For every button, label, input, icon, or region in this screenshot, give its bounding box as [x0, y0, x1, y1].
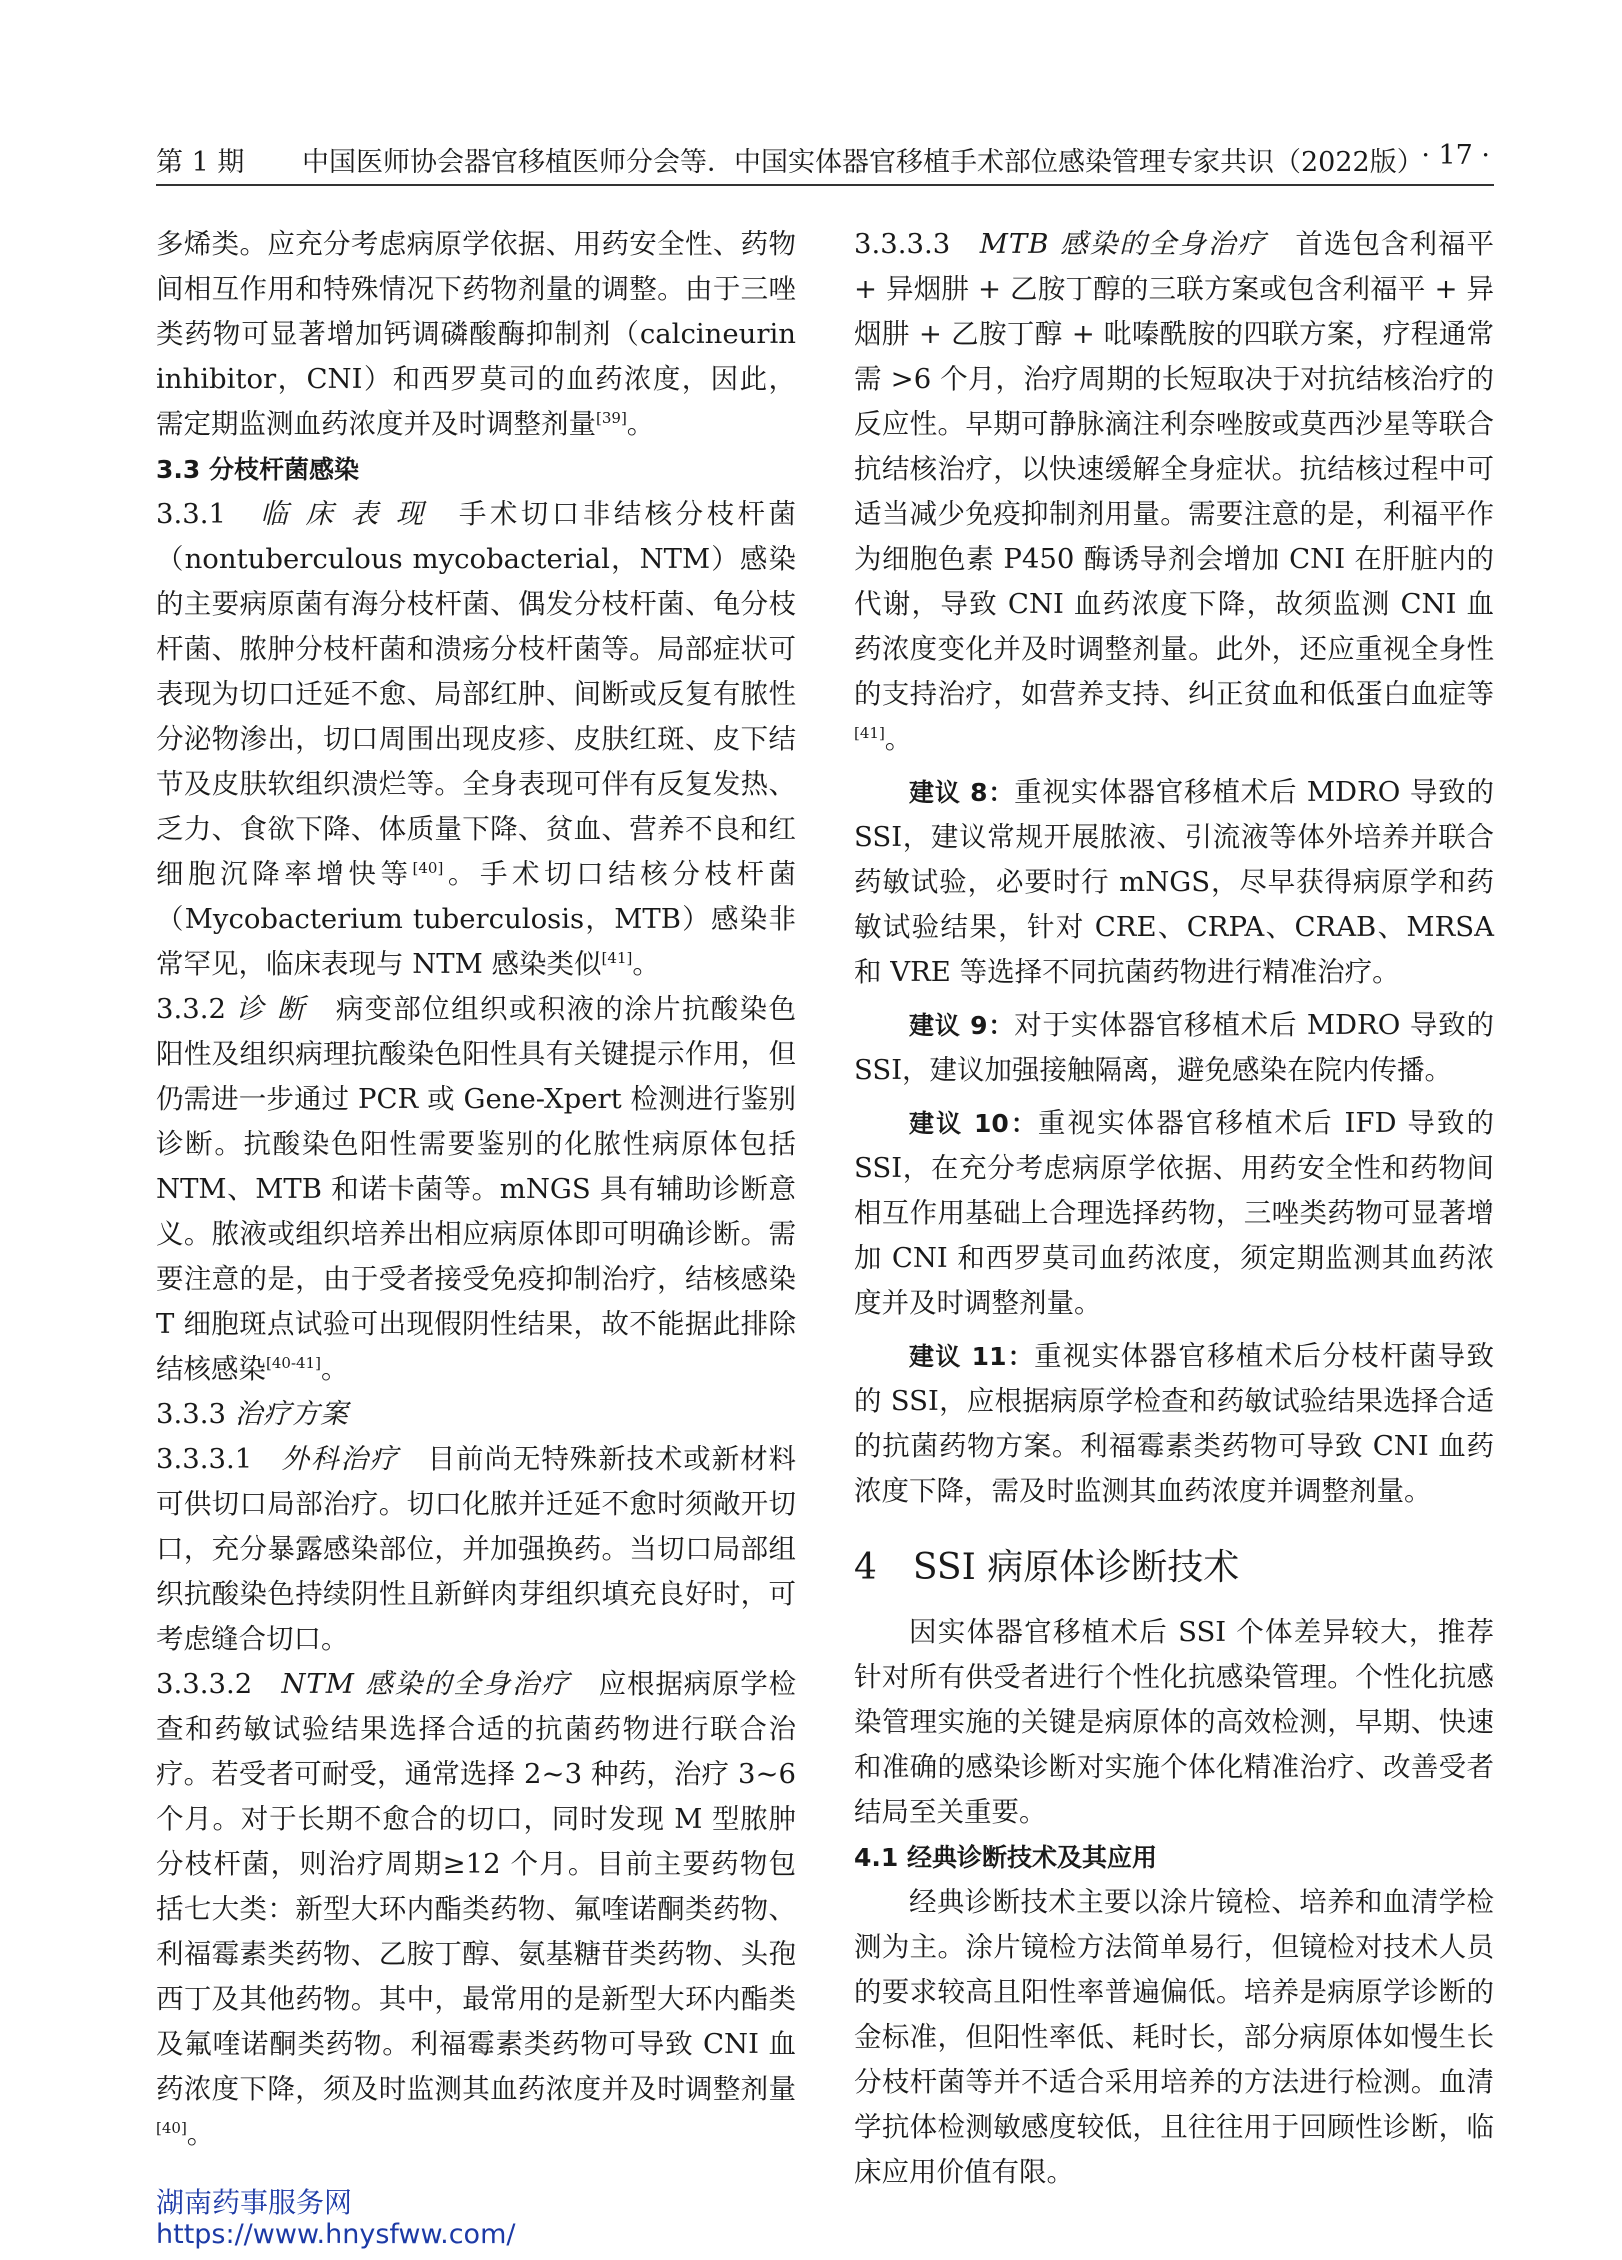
running-title: 中国医师协会器官移植医师分会等．中国实体器官移植手术部位感染管理专家共识（2022版） [302, 147, 1424, 178]
subsection-heading-3-3-3: 3.3.3 治疗方案 [156, 1398, 349, 1430]
watermark-footer [156, 2186, 515, 2250]
paragraph: 3.3.2 诊 断 病变部位组织或积液的涂片抗酸染色阳性及组织病理抗酸染色阳性具有关键提示作用，但仍需进一步通过 PCR 或 Gene-Xpert 检测进行鉴别诊断。抗酸染色阳性需要鉴别的化脓性病原体包括 NTM、MTB 和诺卡菌等。mNGS 具有辅助诊断意义。脓液或组织培养出相应病原体即可明确诊断。需要注意的是，由于受者接受免疫抑制治疗，结核感染 T 细胞斑点试验可出现假阴性结果，故不能据此排除结核感染[40-41]。 [156, 993, 796, 1385]
paragraph: 3.3.3.2 NTM 感染的全身治疗 应根据病原学检查和药敏试验结果选择合适的抗菌药物进行联合治疗。若受者可耐受，通常选择 2~3 种药，治疗 3~6 个月。对于长期不愈合的切口，同时发现 M 型脓肿分枝杆菌，则治疗周期≥12 个月。目前主要药物包括七大类：新型大环内酯类药物、氟喹诺酮类药物、利福霉素类药物、乙胺丁醇、氨基糖苷类药物、头孢西丁及其他药物。其中，最常用的是新型大环内酯类及氟喹诺酮类药物。利福霉素类药物可导致 CNI 血药浓度下降，须及时监测其血药浓度并及时调整剂量[40]。 [156, 1668, 797, 2150]
paragraph: 3.3.3.1 外科治疗 目前尚无特殊新技术或新材料可供切口局部治疗。切口化脓并迁延不愈时须敞开切口，充分暴露感染部位，并加强换药。当切口局部组织抗酸染色持续阴性且新鲜肉芽组织填充良好时，可考虑缝合切口。 [156, 1443, 797, 1655]
recommendation-10: 建议 10：重视实体器官移植术后 IFD 导致的 SSI，在充分考虑病原学依据、用药安全性和药物间相互作用基础上合理选择药物，三唑类药物可显著增加 CNI 和西罗莫司血药浓度，须定期监测其血药浓度并及时调整剂量。 [854, 1107, 1494, 1319]
running-header [156, 132, 1494, 186]
citation: [41] [854, 723, 885, 742]
paragraph: 经典诊断技术主要以涂片镜检、培养和血清学检测为主。涂片镜检方法简单易行，但镜检对技术人员的要求较高且阳性率普遍偏低。培养是病原学诊断的金标准，但阳性率低、耗时长，部分病原体如慢生长分枝杆菌等并不适合采用培养的方法进行检测。血清学抗体检测敏感度较低，且往往用于回顾性诊断，临床应用价值有限。 [854, 1886, 1494, 2188]
citation: [40] [412, 858, 444, 877]
left-column [156, 222, 796, 2157]
right-column [854, 222, 1494, 2195]
paragraph: 多烯类。应充分考虑病原学依据、用药安全性、药物间相互作用和特殊情况下药物剂量的调整。由于三唑类药物可显著增加钙调磷酸酶抑制剂（calcineurin inhibitor，CNI）和西罗莫司的血药浓度，因此，需定期监测血药浓度并及时调整剂量[39]。 [156, 228, 796, 440]
issue-number: 第 1 期 [156, 147, 245, 178]
subsection-title: NTM 感染的全身治疗 [281, 1668, 571, 1700]
citation: [40] [156, 2118, 187, 2137]
subsection-title: 外科治疗 [281, 1443, 400, 1475]
recommendation-8: 建议 8：重视实体器官移植术后 MDRO 导致的 SSI，建议常规开展脓液、引流液等体外培养并联合药敏试验，必要时行 mNGS，尽早获得病原学和药敏试验结果，针对 CRE、CRPA、CRAB、MRSA 和 VRE 等选择不同抗菌药物进行精准治疗。 [854, 776, 1494, 988]
section-heading-4: 4 SSI 病原体诊断技术 [854, 1547, 1240, 1588]
site-name: 湖南药事服务网 [156, 2186, 353, 2219]
page-number: · 17 · [1421, 140, 1490, 171]
subsection-title: MTB 感染的全身治疗 [979, 228, 1267, 260]
section-heading-4-1: 4.1 经典诊断技术及其应用 [854, 1843, 1157, 1872]
recommendation-11: 建议 11：重视实体器官移植术后分枝杆菌导致的 SSI，应根据病原学检查和药敏试验结果选择合适的抗菌药物方案。利福霉素类药物可导致 CNI 血药浓度下降，需及时监测其血药浓度并调整剂量。 [854, 1340, 1494, 1507]
citation: [40-41] [266, 1353, 321, 1372]
subsection-title: 临 床 表 现 [260, 498, 428, 530]
paragraph: 因实体器官移植术后 SSI 个体差异较大，推荐针对所有供受者进行个性化抗感染管理。个性化抗感染管理实施的关键是病原体的高效检测，早期、快速和准确的感染诊断对实施个体化精准治疗、改善受者结局至关重要。 [854, 1616, 1494, 1828]
paragraph: 3.3.1 临 床 表 现 手术切口非结核分枝杆菌（nontuberculous mycobacterial，NTM）感染的主要病原菌有海分枝杆菌、偶发分枝杆菌、龟分枝杆菌、脓肿分枝杆菌和溃疡分枝杆菌等。局部症状可表现为切口迁延不愈、局部红肿、间断或反复有脓性分泌物渗出，切口周围出现皮疹、皮肤红斑、皮下结节及皮肤软组织溃烂等。全身表现可伴有反复发热、乏力、食欲下降、体质量下降、贫血、营养不良和红细胞沉降率增快等[40]。手术切口结核分枝杆菌（Mycobacterium tuberculosis，MTB）感染非常罕见，临床表现与 NTM 感染类似[41]。 [156, 498, 797, 980]
section-heading-3-3: 3.3 分枝杆菌感染 [156, 455, 359, 484]
citation: [39] [596, 408, 627, 427]
subsection-title: 诊 断 [236, 993, 307, 1025]
recommendation-9: 建议 9：对于实体器官移植术后 MDRO 导致的 SSI，建议加强接触隔离，避免感染在院内传播。 [854, 1009, 1494, 1086]
site-url[interactable]: https://www.hnysfww.com/ [156, 2219, 516, 2250]
citation: [41] [601, 948, 633, 967]
paragraph: 3.3.3.3 MTB 感染的全身治疗 首选包含利福平 + 异烟肼 + 乙胺丁醇的三联方案或包含利福平 + 异烟肼 + 乙胺丁醇 + 吡嗪酰胺的四联方案，疗程通常需 >6 个月，治疗周期的长短取决于对抗结核治疗的反应性。早期可静脉滴注利奈唑胺或莫西沙星等联合抗结核治疗，以快速缓解全身症状。抗结核过程中可适当减少免疫抑制剂用量。需要注意的是，利福平作为细胞色素 P450 酶诱导剂会增加 CNI 在肝脏内的代谢，导致 CNI 血药浓度下降，故须监测 CNI 血药浓度变化并及时调整剂量。此外，还应重视全身性的支持治疗，如营养支持、纠正贫血和低蛋白血症等[41]。 [854, 228, 1495, 755]
